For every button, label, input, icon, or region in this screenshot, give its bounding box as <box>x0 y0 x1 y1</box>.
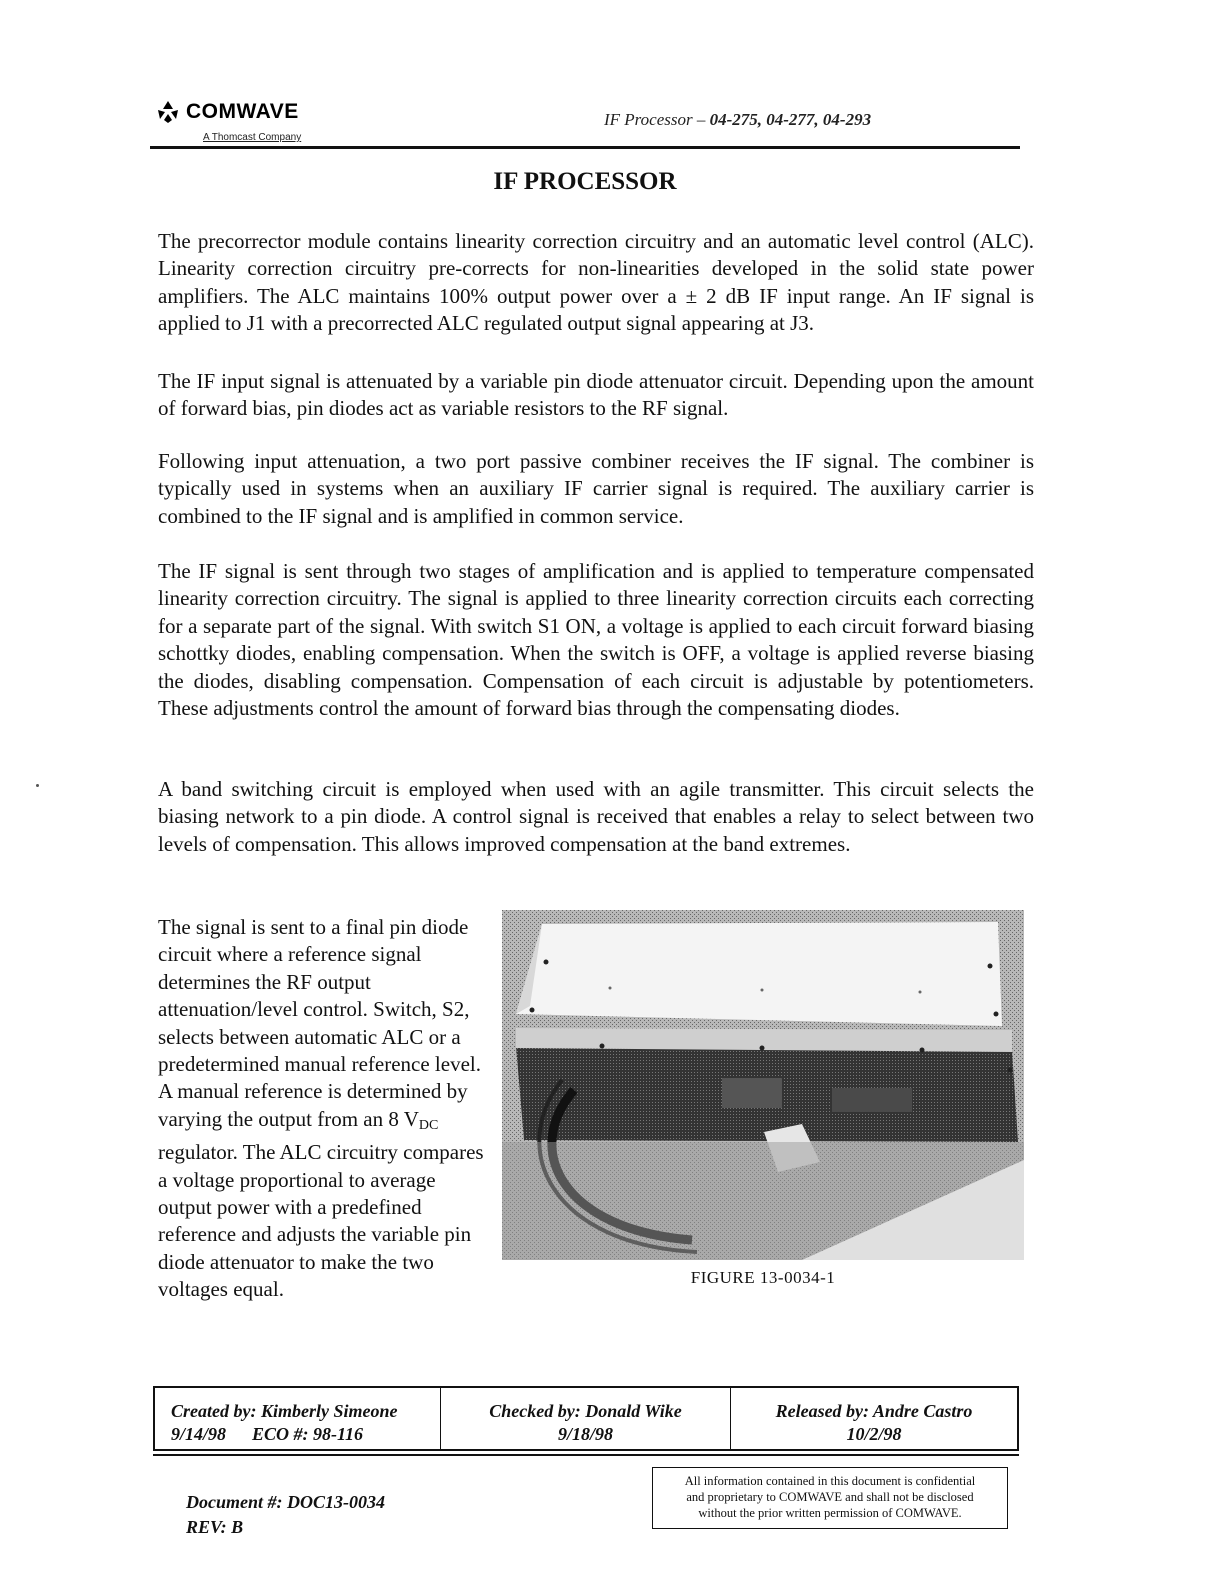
revision: REV: B <box>186 1517 244 1537</box>
paragraph-combiner: Following input attenuation, a two port passive combiner receives the IF signal. The combiner is typically used in systems when an auxiliary IF carrier signal is required. The auxiliary carrier is combined to the IF signal and is amplified in common service. <box>158 449 1034 528</box>
created-by: Created by: Kimberly Simeone <box>171 1401 398 1421</box>
checked-date: 9/18/98 <box>557 1424 613 1444</box>
paragraph-precorrector: The precorrector module contains linearity correction circuitry and an automatic level control (ALC). Linearity correction circuitry pre-corrects for non-linearities developed in the solid state power amplifiers. The ALC maintains 100% output power over a ± 2 dB IF input range. An IF signal is applied to J1 with a precorrected ALC regulated output signal appearing at J3. <box>158 229 1034 336</box>
comwave-logo-icon <box>156 100 180 124</box>
module-photo <box>502 910 1024 1260</box>
created-by-cell <box>155 1388 441 1449</box>
company-subtitle: A Thomcast Company <box>203 132 302 143</box>
eco-number: ECO #: 98-116 <box>252 1424 364 1444</box>
scan-speck <box>36 784 39 787</box>
header-divider <box>150 146 1020 149</box>
approval-table <box>153 1386 1019 1451</box>
paragraph-attenuator: The IF input signal is attenuated by a variable pin diode attenuator circuit. Depending upon the amount of forward bias, pin diodes act as variable resistors to the RF signal. <box>158 369 1034 421</box>
released-by: Released by: Andre Castro <box>775 1401 973 1421</box>
checked-by-cell <box>441 1388 731 1449</box>
paragraph-linearity: The IF signal is sent through two stages of amplification and is applied to temperature compensated linearity correction circuitry. The signal is applied to three linearity correction circuits each correcting for a separate part of the signal. With switch S1 ON, a voltage is applied to each circuit forward biasing schottky diodes, enabling compensation. When the switch is OFF, a voltage is applied reverse biasing the diodes, disabling compensation. Compensation of each circuit is adjustable by potentiometers. These adjustments control the amount of forward bias through the compensating diodes. <box>158 559 1034 721</box>
paragraph-final-pin-diode <box>158 914 488 1304</box>
doc-ref-numbers: 04-275, 04-277, 04-293 <box>709 110 872 129</box>
confidential-line-2: and proprietary to COMWAVE and shall not be disclosed <box>686 1490 974 1504</box>
p6-text-before: The signal is sent to a final pin diode circuit where a reference signal determines the RF output attenuation/level control. Switch, S2, selects between automatic ALC or a predetermined manual reference level. A manual reference is determined by varying the output from an 8 V <box>158 915 481 1131</box>
created-date-eco <box>171 1423 440 1446</box>
released-by-cell <box>731 1388 1017 1449</box>
company-logo <box>156 100 299 124</box>
released-date: 10/2/98 <box>846 1424 902 1444</box>
confidentiality-notice <box>652 1467 1008 1529</box>
figure-caption: FIGURE 13-0034-1 <box>690 1268 836 1287</box>
paragraph-band-switching: A band switching circuit is employed when used with an agile transmitter. This circuit selects the biasing network to a pin diode. A control signal is received that enables a relay to select between two levels of compensation. This allows improved compensation at the band extremes. <box>158 777 1034 856</box>
created-date: 9/14/98 <box>171 1424 227 1444</box>
document-number: Document #: DOC13-0034 <box>186 1492 385 1512</box>
document-number-block <box>186 1490 385 1540</box>
document-reference <box>604 110 871 130</box>
company-name: COMWAVE <box>186 100 299 123</box>
confidential-line-1: All information contained in this document is confidential <box>684 1474 976 1488</box>
page-title: IF PROCESSOR <box>493 168 677 195</box>
p6-subscript: DC <box>418 1117 439 1133</box>
p6-text-after: regulator. The ALC circuitry compares a voltage proportional to average output power with a predefined reference and adjusts the variable pin diode attenuator to make the two voltages equal. <box>158 1140 484 1302</box>
confidential-line-3: without the prior written permission of COMWAVE. <box>698 1506 962 1520</box>
checked-by: Checked by: Donald Wike <box>489 1401 682 1421</box>
doc-ref-lead: IF Processor – <box>604 110 710 129</box>
